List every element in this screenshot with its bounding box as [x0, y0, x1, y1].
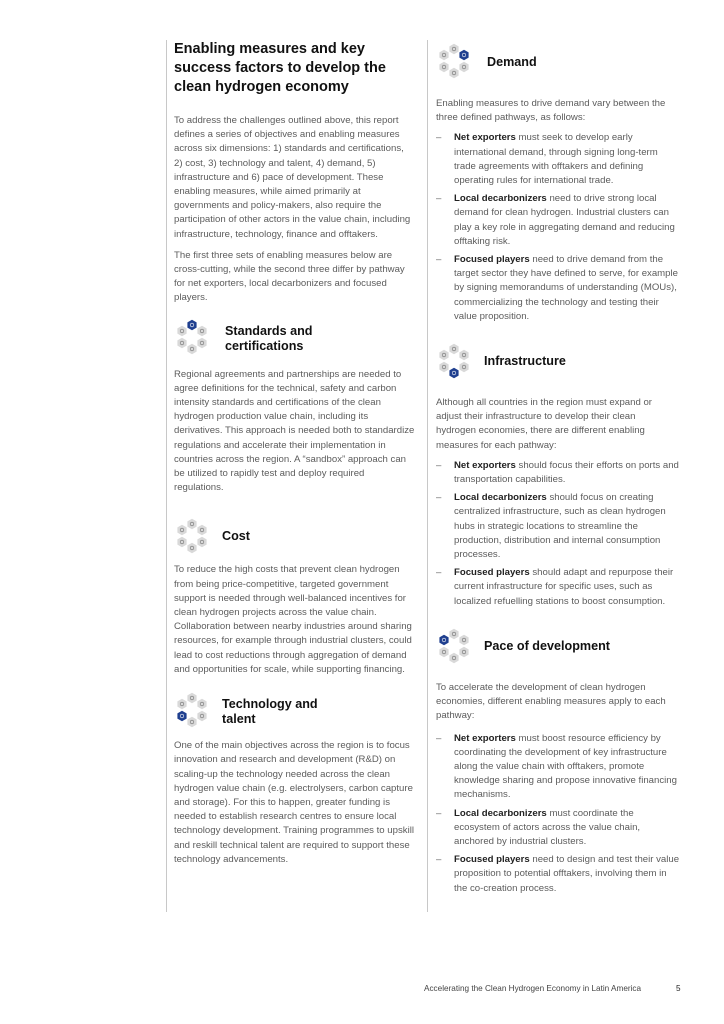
- pathway-label: Focused players: [454, 254, 530, 266]
- technology-body: One of the main objectives across the region is to focus innovation and research and development (R&D) on scaling-up the technology needed across the clean hydrogen value chain (e.g. electrolysers, carbon capture and storage). For this to happen, greater funding is needed to establish research centres to ensure local technology development. Training programmes to upskill and reskill technical talent are required to support these technology advancements.: [174, 740, 414, 865]
- highlighted-hexagon: [187, 319, 196, 330]
- list-item: [436, 807, 682, 850]
- left-column: [174, 40, 420, 867]
- list-item: [436, 253, 682, 324]
- list-item-text: need to design and test their value proposition to potential offtakers, involving them in the co-creation process.: [454, 854, 680, 894]
- pathway-label: Focused players: [454, 854, 530, 866]
- intro-paragraph-1: To address the challenges outlined above, this report defines a series of objectives and enabling measures across six dimensions: 1) standards and certifications, 2) cost, 3) technology and talent, 4) demand, 5) infrastructure and 6) pace of development. These enabling measures, while aimed primarily at governments and policy-makers, also require the participation of other actors in the value chain, including infrastructure, technology, finance and offtakers.: [174, 115, 411, 240]
- hexagon: [449, 344, 458, 355]
- hexagon: [187, 693, 196, 704]
- hexagon: [177, 337, 186, 348]
- hexagon: [439, 647, 448, 658]
- hexagon-cluster-icon: [435, 627, 473, 665]
- hexagon-cluster-icon: [173, 691, 211, 729]
- hexagon: [449, 68, 458, 79]
- list-item: [436, 459, 682, 487]
- hexagon: [459, 635, 468, 646]
- list-item-text: should focus on creating centralized infrastructure, such as clean hydrogen hubs in strategic locations to streamline the production, distribution and internal consumption processes.: [454, 492, 666, 561]
- pace-heading: [436, 627, 682, 671]
- list-item-text: must coordinate the ecosystem of actors across the value chain, anchored by industrial clusters.: [454, 807, 641, 847]
- standards-title: Standards and certifications: [225, 323, 313, 353]
- right-column-rule: [427, 40, 428, 912]
- list-item: [436, 853, 682, 896]
- hexagon: [197, 325, 206, 336]
- pathway-label: Net exporters: [454, 732, 516, 744]
- hexagon-cluster-icon: [435, 342, 473, 380]
- demand-list: [436, 131, 682, 324]
- hexagon: [197, 537, 206, 548]
- hexagon: [439, 50, 448, 61]
- hexagon: [449, 44, 458, 55]
- infrastructure-heading: [436, 342, 682, 386]
- pace-title: Pace of development: [484, 638, 610, 653]
- hexagon-cluster-icon: [173, 318, 211, 356]
- hexagon: [187, 343, 196, 354]
- pathway-label: Net exporters: [454, 132, 516, 144]
- hexagon: [177, 325, 186, 336]
- list-item: [436, 491, 682, 562]
- hexagon: [439, 350, 448, 361]
- highlighted-hexagon: [459, 50, 468, 61]
- intro-paragraph-2: The first three sets of enabling measures below are cross-cutting, while the second three differ by pathway for net exporters, local decarbonizers and focused players.: [174, 249, 405, 304]
- demand-intro: Enabling measures to drive demand vary between the three defined pathways, as follows:: [436, 98, 666, 124]
- hexagon: [187, 717, 196, 728]
- hexagon: [459, 62, 468, 73]
- demand-title: Demand: [487, 55, 537, 69]
- pathway-label: Focused players: [454, 567, 530, 579]
- hexagon: [439, 62, 448, 73]
- hexagon: [177, 699, 186, 710]
- hexagon: [197, 525, 206, 536]
- list-item: [436, 131, 682, 188]
- pathway-label: Local decarbonizers: [454, 492, 547, 504]
- technology-title: Technology and talent: [222, 697, 318, 727]
- infrastructure-intro: Although all countries in the region must expand or adjust their infrastructure to develop their clean hydrogen economies, there are different enabling measures for each pathway:: [436, 397, 652, 451]
- hexagon: [439, 362, 448, 373]
- highlighted-hexagon: [439, 635, 448, 646]
- left-column-rule: [166, 40, 167, 912]
- standards-heading: [174, 318, 420, 362]
- list-item: [436, 732, 682, 803]
- infrastructure-list: [436, 459, 682, 609]
- right-column: [436, 40, 682, 896]
- cost-body: To reduce the high costs that prevent clean hydrogen from being price-competitive, targeted government support is needed through well-balanced incentives for clean hydrogen projects across the value chain. Collaboration between nearby industries around sharing resources, for example through industrial clusters, could lead to cost reductions through aggregation of demand and opportunities for scale, while supporting financing.: [174, 564, 412, 675]
- pathway-label: Net exporters: [454, 459, 516, 471]
- pace-list: [436, 732, 682, 896]
- hexagon: [197, 699, 206, 710]
- hexagon-cluster-icon: [435, 42, 473, 80]
- page-title: Enabling measures and key success factors to develop the clean hydrogen economy: [174, 41, 386, 95]
- cost-title: Cost: [222, 529, 250, 544]
- hexagon: [177, 537, 186, 548]
- infrastructure-title: Infrastructure: [484, 354, 566, 369]
- hexagon: [197, 711, 206, 722]
- list-item-text: need to drive demand from the target sector they have defined to serve, for example by signing memorandums of understanding (MOUs), commercializing the technology and testing their value proposition.: [454, 254, 678, 322]
- pathway-label: Local decarbonizers: [454, 807, 547, 819]
- page-number: 5: [676, 984, 681, 993]
- hexagon: [449, 629, 458, 640]
- hexagon: [187, 519, 196, 530]
- highlighted-hexagon: [177, 711, 186, 722]
- demand-heading: [436, 40, 682, 84]
- list-item-text: should adapt and repurpose their current infrastructure for specific uses, such as localized refuelling stations to boost consumption.: [454, 567, 674, 607]
- pace-intro: To accelerate the development of clean hydrogen economies, different enabling measures apply to each pathway:: [436, 681, 666, 722]
- list-item: [436, 192, 682, 249]
- pathway-label: Local decarbonizers: [454, 193, 547, 205]
- hexagon: [449, 653, 458, 664]
- hexagon: [197, 337, 206, 348]
- list-item-text: must boost resource efficiency by coordinating the development of key infrastructure along the value chain with offtakers, promote knowledge sharing and propose innovative financing mechanisms.: [454, 732, 677, 801]
- highlighted-hexagon: [449, 368, 458, 379]
- hexagon: [459, 362, 468, 373]
- standards-body: Regional agreements and partnerships are needed to agree definitions for the technical, safety and carbon intensity standards and certifications of the clean hydrogen production value chain, including its derivatives. This approach is needed both to standardize regulations and accelerate their implementation in countries across the region. A “sandbox” approach can be utilized to rapidly test and deploy required regulations.: [174, 368, 415, 494]
- footer-report-title: Accelerating the Clean Hydrogen Economy in Latin America: [424, 984, 642, 993]
- hexagon: [459, 647, 468, 658]
- cost-heading: [174, 517, 420, 557]
- technology-heading: [174, 691, 420, 735]
- list-item-text: should focus their efforts on ports and transportation capabilities.: [454, 459, 679, 486]
- list-item-text: must seek to develop early international demand, through signing long-term trade agreements with offtakers and defining operating rules for international trade.: [454, 132, 658, 187]
- list-item: [436, 566, 682, 609]
- hexagon: [187, 543, 196, 554]
- hexagon-cluster-icon: [173, 517, 211, 555]
- list-item-text: need to drive strong local demand for clean hydrogen. Industrial clusters can play a key role in aggregating demand and reducing offtaking risk.: [454, 193, 675, 247]
- hexagon: [177, 525, 186, 536]
- hexagon: [459, 350, 468, 361]
